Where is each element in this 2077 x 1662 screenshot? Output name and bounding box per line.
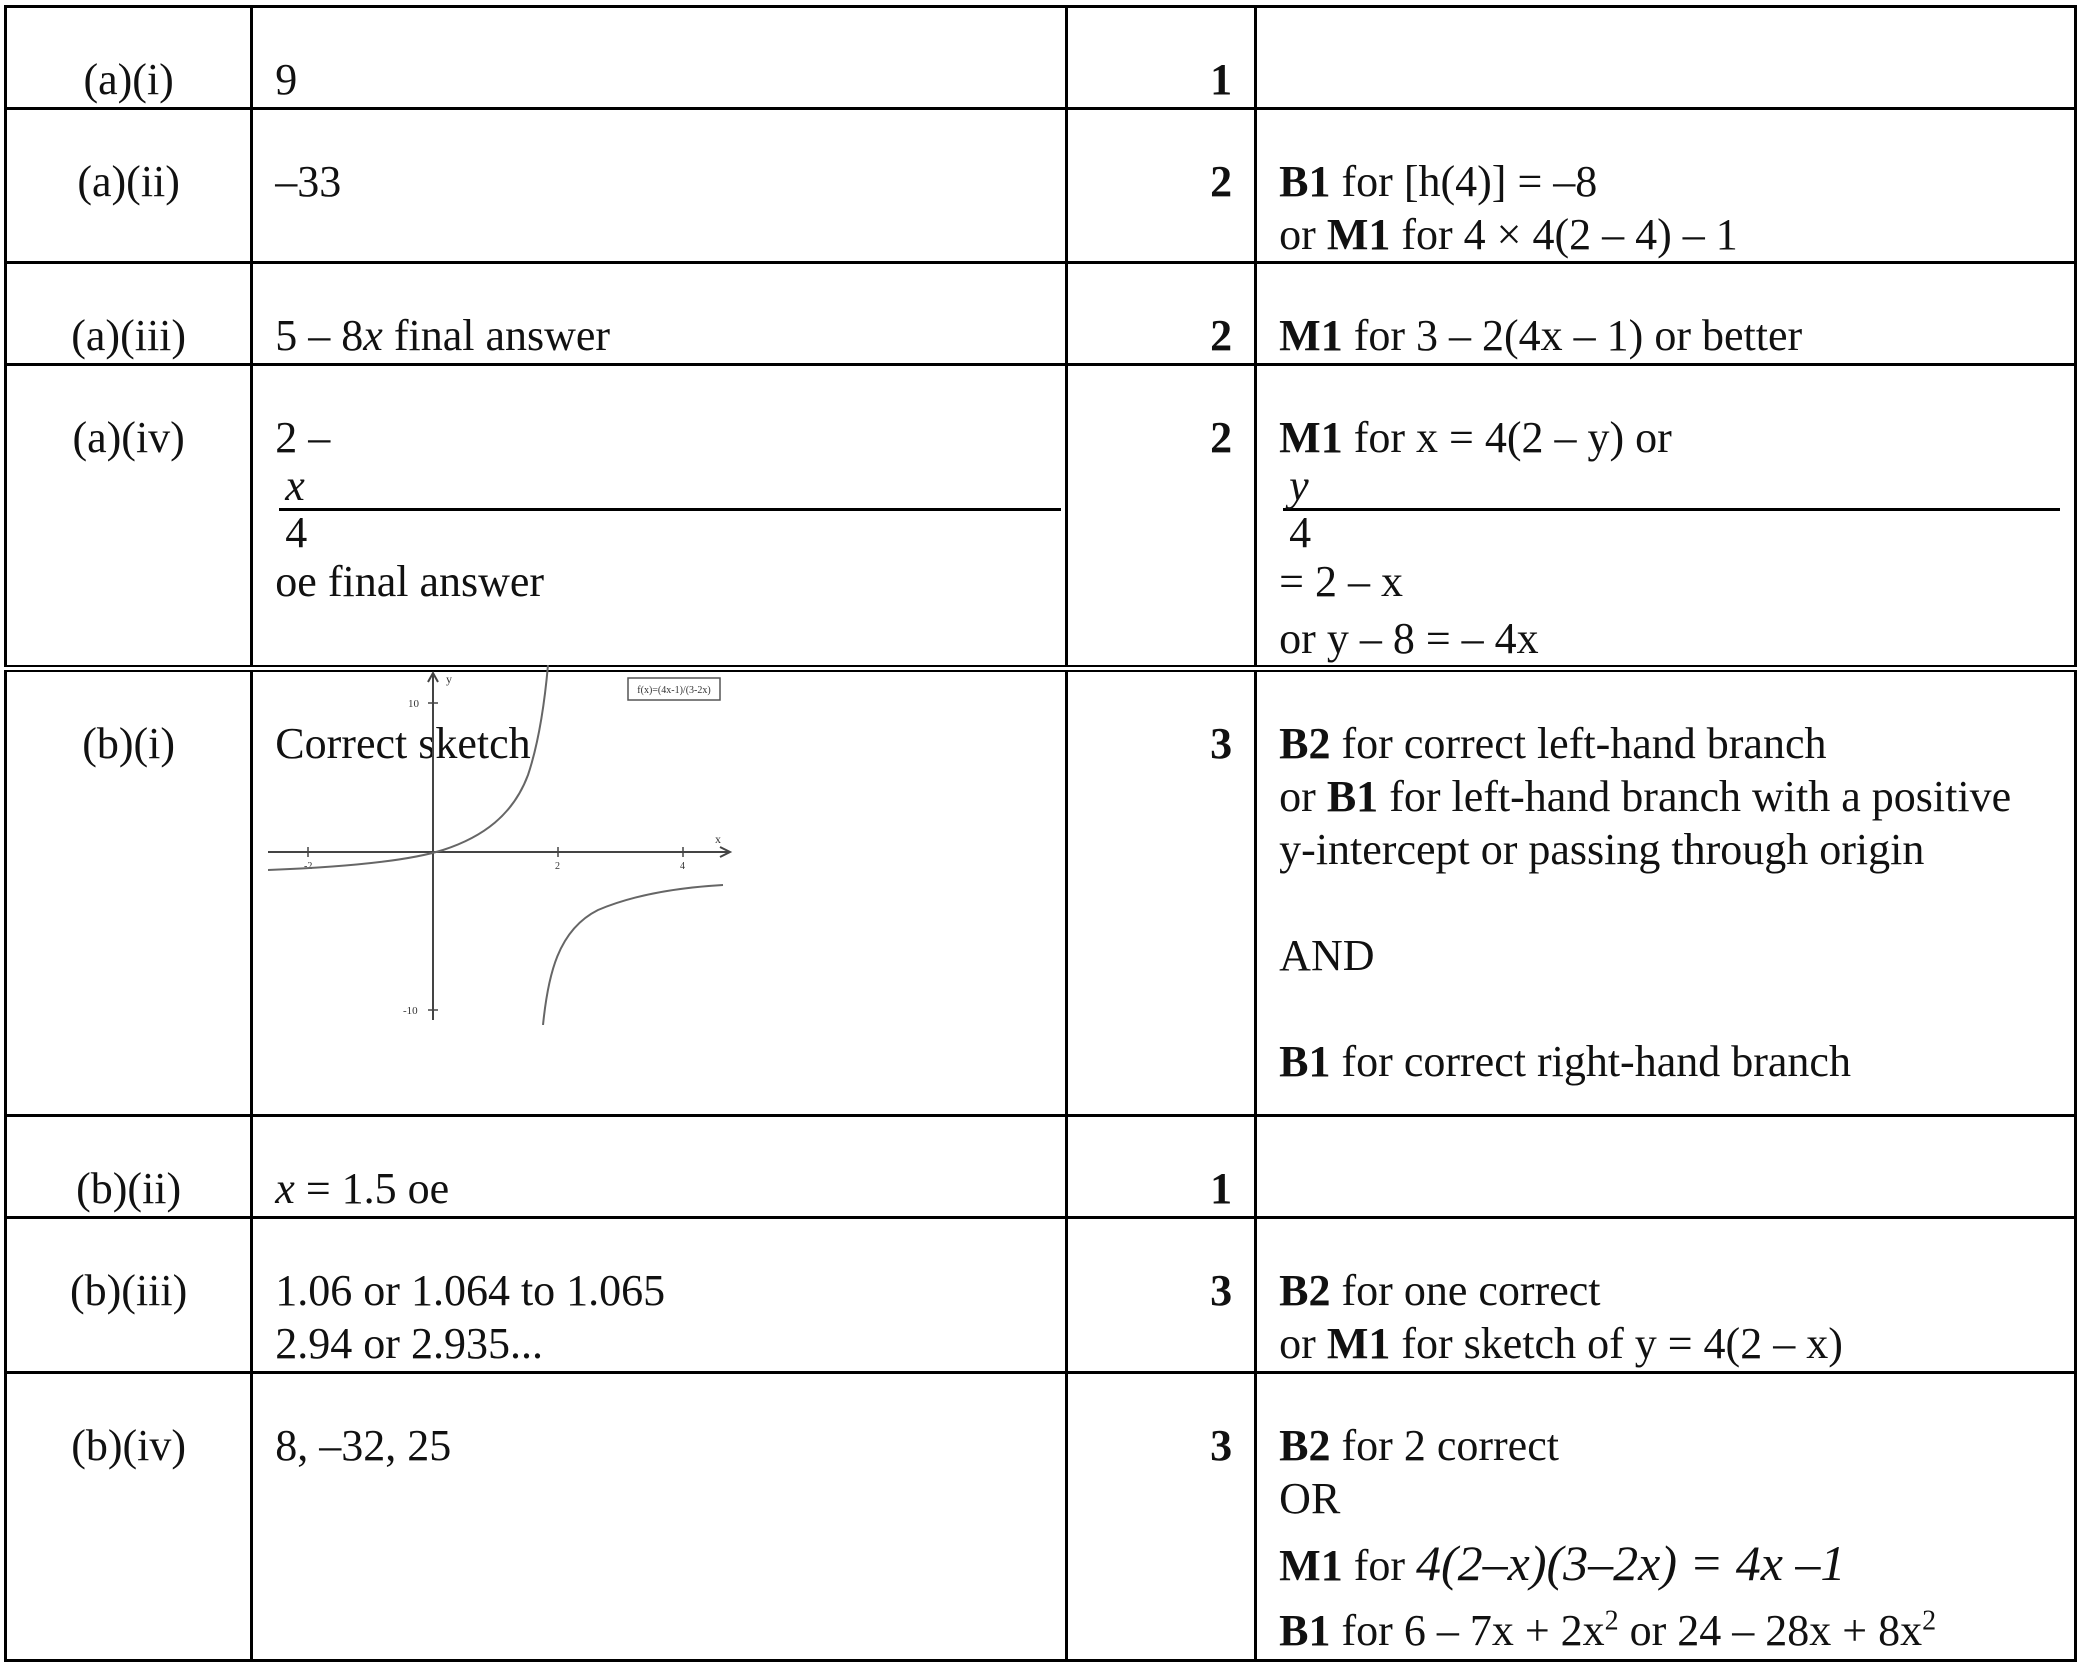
x-tick-label: -2 xyxy=(304,861,313,872)
table-row xyxy=(6,365,2076,669)
guidance-line: OR xyxy=(1279,1474,1341,1523)
spacer xyxy=(1279,876,2064,929)
guidance-text: for one correct xyxy=(1330,1266,1601,1315)
answer-text: 2.94 or 2.935... xyxy=(275,1319,543,1368)
table-row xyxy=(6,7,2076,109)
answer-part: 2 – xyxy=(275,413,331,462)
guidance-line xyxy=(1279,1419,2064,1472)
part-label: (a)(ii) xyxy=(6,109,252,263)
answer-cell: 9 xyxy=(252,7,1066,109)
marks-cell: 2 xyxy=(1066,263,1255,365)
marks-cell: 3 xyxy=(1066,1373,1255,1661)
fraction-numerator: y xyxy=(1283,464,2060,511)
guidance-text: for sketch of y = 4(2 – x) xyxy=(1390,1319,1843,1368)
left-branch-curve xyxy=(268,665,548,870)
answer-part: = 1.5 oe xyxy=(294,1164,450,1213)
mark-code: B1 xyxy=(1326,772,1379,821)
guidance-cell xyxy=(1256,1373,2076,1661)
answer-cell xyxy=(252,365,1066,669)
guidance-line xyxy=(1279,1537,2064,1592)
marks-cell: 1 xyxy=(1066,1116,1255,1218)
mark-code: B2 xyxy=(1279,719,1331,768)
part-label: (b)(iv) xyxy=(6,1373,252,1661)
guidance-text: for 4 × 4(2 – 4) – 1 xyxy=(1390,210,1738,259)
guidance-text: for correct left-hand branch xyxy=(1330,719,1827,768)
mark-code: M1 xyxy=(1279,311,1343,360)
answer-part: 5 – 8 xyxy=(275,311,364,360)
guidance-line xyxy=(1279,411,2064,608)
exponent: 2 xyxy=(1922,1605,1937,1637)
guidance-line xyxy=(1279,770,2064,823)
guidance-text: or xyxy=(1279,772,1327,821)
guidance-line xyxy=(1279,717,2064,770)
answer-part: final answer xyxy=(382,311,611,360)
guidance-text: for xyxy=(1342,1541,1417,1590)
guidance-line: or y – 8 = – 4x xyxy=(1279,614,1539,663)
guidance-cell xyxy=(1256,1116,2076,1218)
answer-text xyxy=(275,411,1064,608)
answer-cell xyxy=(252,1116,1066,1218)
answer-cell xyxy=(252,263,1066,365)
guidance-text: for 2 correct xyxy=(1330,1421,1559,1470)
answer-cell: –33 xyxy=(252,109,1066,263)
equation: 4(2–x)(3–2x) = 4x –1 xyxy=(1416,1535,1846,1591)
fraction xyxy=(1283,461,2060,557)
guidance-line xyxy=(1279,208,2064,261)
x-axis-label: x xyxy=(715,832,721,846)
mark-code: B1 xyxy=(1279,1606,1331,1655)
guidance-line: y-intercept or passing through origin xyxy=(1279,825,1925,874)
guidance-line xyxy=(1279,1035,2064,1088)
y-tick-label: 10 xyxy=(408,698,419,710)
answer-part: oe final answer xyxy=(275,557,545,606)
fraction-denominator: 4 xyxy=(285,508,308,557)
guidance-text: for correct right-hand branch xyxy=(1330,1037,1851,1086)
answer-cell: Correct sketch xyxy=(252,669,1066,1116)
fraction-denominator: 4 xyxy=(1289,508,1312,557)
fraction-numerator: x xyxy=(279,464,1060,511)
part-label: (b)(iii) xyxy=(6,1218,252,1373)
part-label: (a)(i) xyxy=(6,7,252,109)
guidance-cell xyxy=(1256,109,2076,263)
table-row xyxy=(6,1116,2076,1218)
table-row xyxy=(6,109,2076,263)
variable: x xyxy=(363,311,383,360)
part-label: (a)(iii) xyxy=(6,263,252,365)
fraction xyxy=(279,461,1060,557)
part-label: (b)(ii) xyxy=(6,1116,252,1218)
mark-code: M1 xyxy=(1326,210,1391,259)
marks-cell: 3 xyxy=(1066,1218,1255,1373)
part-label: (a)(iv) xyxy=(6,365,252,669)
part-label: (b)(i) xyxy=(6,669,252,1116)
x-tick-label: 4 xyxy=(680,861,685,872)
mark-code: B2 xyxy=(1279,1266,1331,1315)
y-tick-label: -10 xyxy=(403,1005,418,1017)
function-sketch xyxy=(268,665,738,1025)
y-axis-label: y xyxy=(446,672,452,686)
guidance-line xyxy=(1279,1317,2064,1370)
guidance-line: AND xyxy=(1279,931,1375,980)
guidance-text: = 2 – x xyxy=(1279,557,1403,606)
guidance-text: or xyxy=(1279,1319,1327,1368)
guidance-text: for left-hand branch with a positive xyxy=(1378,772,2012,821)
mark-code: M1 xyxy=(1326,1319,1391,1368)
x-tick-label: 2 xyxy=(555,861,560,872)
guidance-text: for [h(4)] = –8 xyxy=(1330,157,1598,206)
answer-cell xyxy=(252,1218,1066,1373)
mark-code: M1 xyxy=(1279,413,1343,462)
guidance-line xyxy=(1279,1264,2064,1317)
guidance-cell xyxy=(1256,7,2076,109)
answer-text xyxy=(275,309,1064,362)
guidance-text: or 24 – 28x + 8x xyxy=(1618,1606,1923,1655)
guidance-cell xyxy=(1256,669,2076,1116)
marks-cell: 1 xyxy=(1066,7,1255,109)
marks-cell: 3 xyxy=(1066,669,1255,1116)
guidance-line xyxy=(1279,1604,2064,1657)
right-branch-curve xyxy=(543,885,723,1025)
answer-cell: 8, –32, 25 xyxy=(252,1373,1066,1661)
marks-cell: 2 xyxy=(1066,109,1255,263)
guidance-cell xyxy=(1256,1218,2076,1373)
variable: x xyxy=(275,1164,295,1213)
guidance-line xyxy=(1279,155,2064,208)
exponent: 2 xyxy=(1604,1605,1619,1637)
spacer xyxy=(1279,982,2064,1035)
marks-cell: 2 xyxy=(1066,365,1255,669)
answer-text xyxy=(275,1162,1064,1215)
guidance-text: for 3 – 2(4x – 1) or better xyxy=(1342,311,1803,360)
mark-code: B2 xyxy=(1279,1421,1331,1470)
guidance-text: for x = 4(2 – y) or xyxy=(1342,413,1672,462)
table-row xyxy=(6,1373,2076,1661)
mark-code: M1 xyxy=(1279,1541,1343,1590)
guidance-line xyxy=(1279,309,2064,362)
mark-code: B1 xyxy=(1279,1037,1331,1086)
guidance-cell xyxy=(1256,263,2076,365)
table-row xyxy=(6,263,2076,365)
guidance-text: for 6 – 7x + 2x xyxy=(1330,1606,1605,1655)
guidance-text: or xyxy=(1279,210,1327,259)
mark-code: B1 xyxy=(1279,157,1331,206)
guidance-cell xyxy=(1256,365,2076,669)
answer-text: 1.06 or 1.064 to 1.065 xyxy=(275,1266,666,1315)
table-row xyxy=(6,1218,2076,1373)
legend-text: f(x)=(4x-1)/(3-2x) xyxy=(637,685,711,696)
